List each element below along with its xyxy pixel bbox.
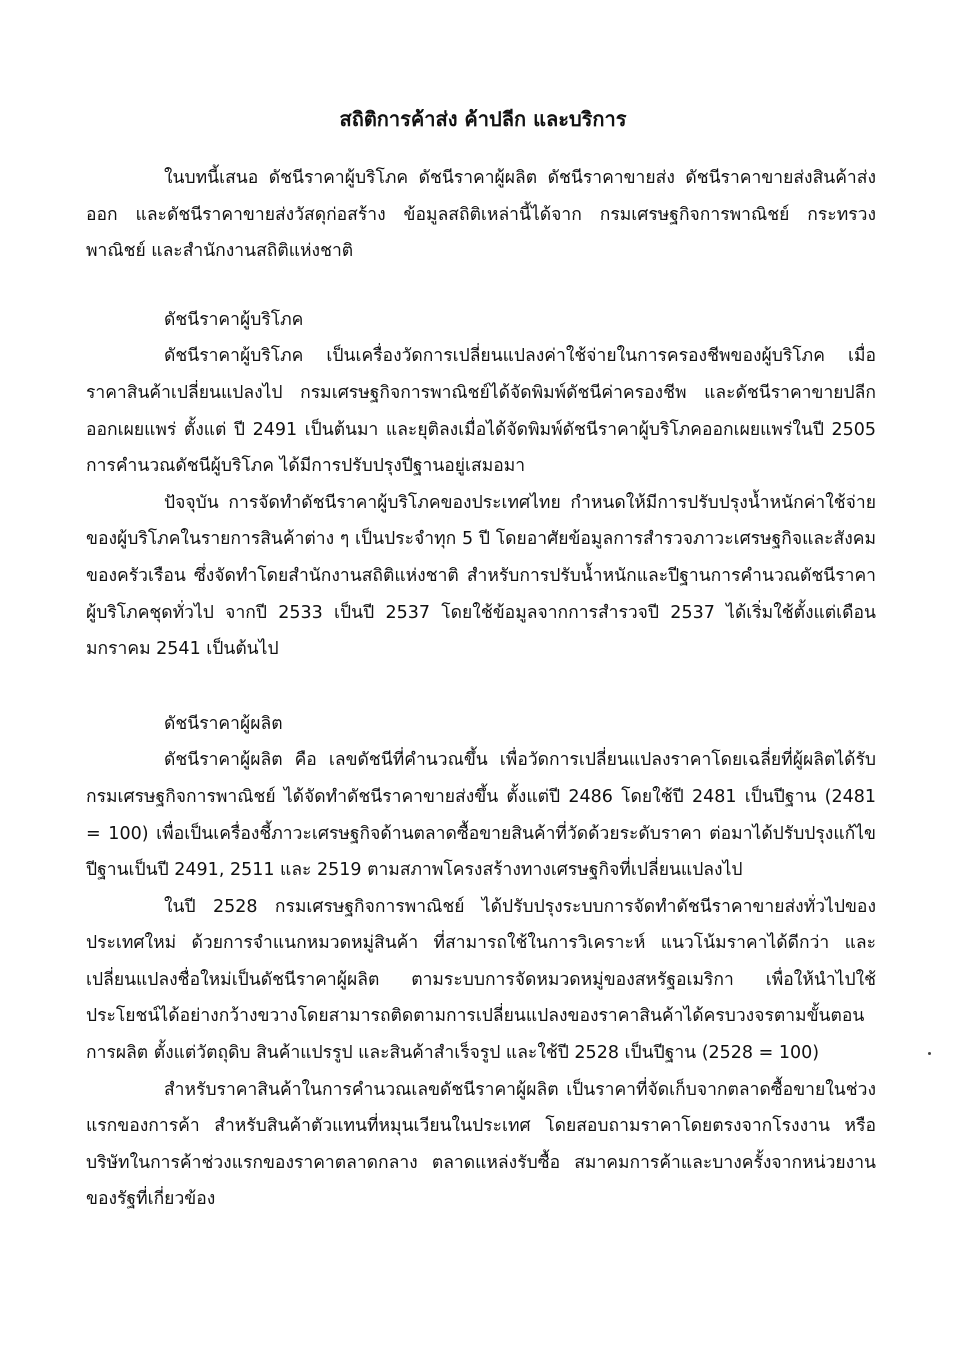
page-title: สถิติการค้าส่ง ค้าปลีก และบริการ: [339, 107, 627, 131]
paragraph: ดัชนีราคาผู้ผลิต คือ เลขดัชนีที่คำนวณขึ้น เพื่อวัดการเปลี่ยนแปลงราคาโดยเฉลี่ยที่ผู้ผลิตได้รับ กรมเศรษฐกิจการพาณิชย์ ได้จัดทำดัชนีราคาขายส่งขึ้น ตั้งแต่ปี 2486 โดยใช้ปี 2481 เป็นปีฐาน (2481 = 100) เพื่อเป็นเครื่องชี้ภาวะเศรษฐกิจด้านตลาดซื้อขายสินค้าที่วัดด้วยระดับราคา ต่อมาได้ปรับปรุงแก้ไขปีฐานเป็นปี 2491, 2511 และ 2519 ตามสภาพโครงสร้างทางเศรษฐกิจที่เปลี่ยนแปลงไป: [86, 750, 876, 881]
section-heading: ดัชนีราคาผู้ผลิต: [164, 713, 283, 734]
paragraph: ปัจจุบัน การจัดทำดัชนีราคาผู้บริโภคของประเทศไทย กำหนดให้มีการปรับปรุงน้ำหนักค่าใช้จ่ายของผู้บริโภคในรายการสินค้าต่าง ๆ เป็นประจำทุก 5 ปี โดยอาศัยข้อมูลการสำรวจภาวะเศรษฐกิจและสังคมของครัวเรือน ซึ่งจัดทำโดยสำนักงานสถิติแห่งชาติ สำหรับการปรับน้ำหนักและปีฐานการคำนวณดัชนีราคาผู้บริโภคชุดทั่วไป จากปี 2533 เป็นปี 2537 โดยใช้ข้อมูลจากการสำรวจปี 2537 ได้เริ่มใช้ตั้งแต่เดือนมกราคม 2541 เป็นต้นไป: [86, 492, 876, 660]
paragraph: ดัชนีราคาผู้บริโภค เป็นเครื่องวัดการเปลี่ยนแปลงค่าใช้จ่ายในการครองชีพของผู้บริโภค เมื่อราคาสินค้าเปลี่ยนแปลงไป กรมเศรษฐกิจการพาณิชย์ได้จัดพิมพ์ดัชนีค่าครองชีพ และดัชนีราคาขายปลีก ออกเผยแพร่ ตั้งแต่ ปี 2491 เป็นต้นมา และยุติลงเมื่อได้จัดพิมพ์ดัชนีราคาผู้บริโภคออกเผยแพร่ในปี 2505 การคำนวณดัชนีผู้บริโภค ได้มีการปรับปรุงปีฐานอยู่เสมอมา: [86, 346, 876, 477]
section-producer-price-index: [86, 706, 876, 1218]
spacer: [86, 668, 876, 706]
paragraph: สำหรับราคาสินค้าในการคำนวณเลขดัชนีราคาผู้ผลิต เป็นราคาที่จัดเก็บจากตลาดซื้อขายในช่วงแรกของการค้า สำหรับสินค้าตัวแทนที่หมุนเวียนในประเทศ โดยสอบถามราคาโดยตรงจากโรงงาน หรือบริษัทในการค้าช่วงแรกของราคาตลาดกลาง ตลาดแหล่งรับซื้อ สมาคมการค้าและบางครั้งจากหน่วยงานของรัฐที่เกี่ยวข้อง: [86, 1079, 876, 1210]
section-consumer-price-index: [86, 302, 876, 668]
paragraph: ในปี 2528 กรมเศรษฐกิจการพาณิชย์ ได้ปรับปรุงระบบการจัดทำดัชนีราคาขายส่งทั่วไปของประเทศใหม่ ด้วยการจำแนกหมวดหมู่สินค้า ที่สามารถใช้ในการวิเคราะห์ แนวโน้มราคาได้ดีกว่า และเปลี่ยนแปลงชื่อใหม่เป็นดัชนีราคาผู้ผลิต ตามระบบการจัดหมวดหมู่ของสหรัฐอเมริกา เพื่อให้นำไปใช้ประโยชน์ได้อย่างกว้างขวางโดยสามารถติดตามการเปลี่ยนแปลงของราคาสินค้าได้ครบวงจรตามขั้นตอนการผลิต ตั้งแต่วัตถุดิบ สินค้าแปรรูป และสินค้าสำเร็จรูป และใช้ปี 2528 เป็นปีฐาน (2528 = 100): [86, 896, 876, 1064]
document-body: [86, 160, 876, 1218]
section-heading: ดัชนีราคาผู้บริโภค: [164, 309, 304, 330]
intro-paragraph: ในบทนี้เสนอ ดัชนีราคาผู้บริโภค ดัชนีราคาผู้ผลิต ดัชนีราคาขายส่ง ดัชนีราคาขายส่งสินค้าส่งออก และดัชนีราคาขายส่งวัสดุก่อสร้าง ข้อมูลสถิติเหล่านี้ได้จาก กรมเศรษฐกิจการพาณิชย์ กระทรวงพาณิชย์ และสำนักงานสถิติแห่งชาติ: [86, 168, 876, 262]
scan-speck: [928, 1052, 931, 1055]
spacer: [86, 270, 876, 302]
